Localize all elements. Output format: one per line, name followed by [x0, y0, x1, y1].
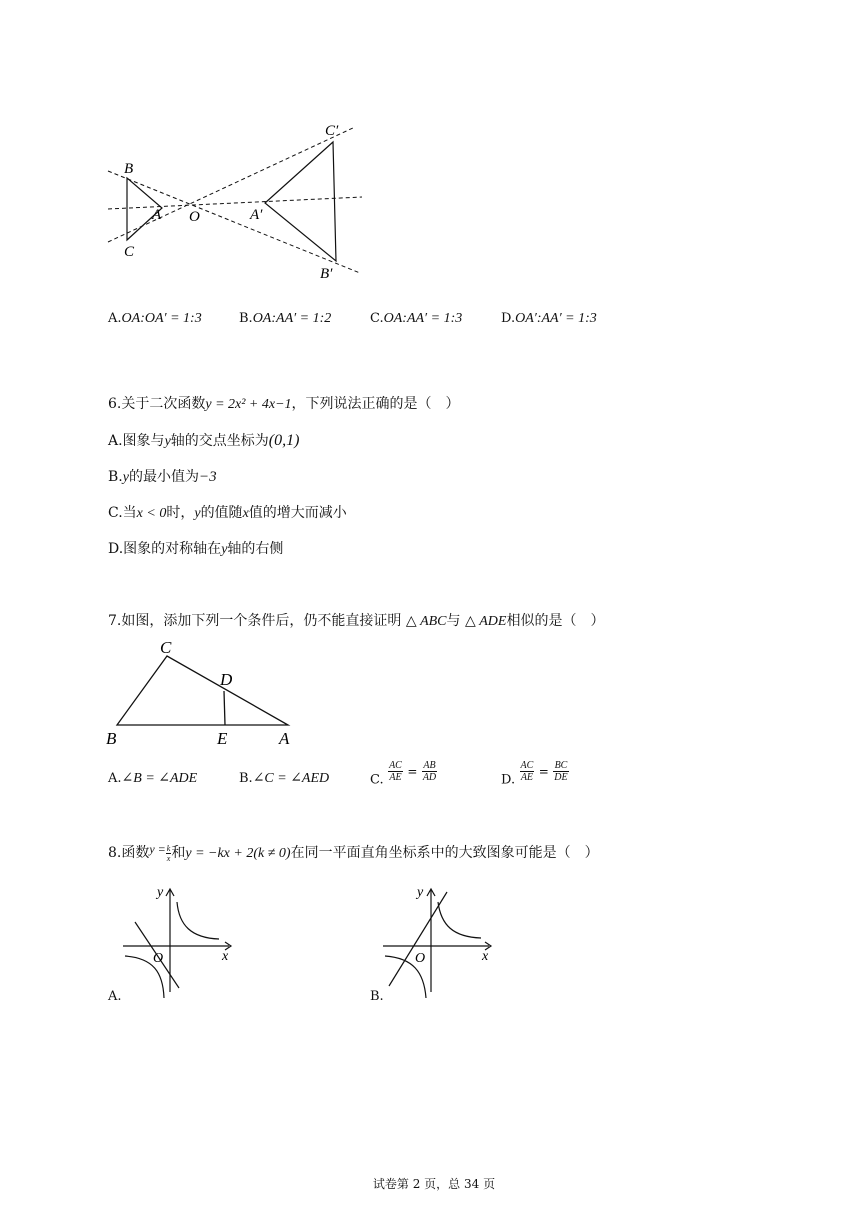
large-triangle	[265, 142, 336, 261]
q8-graph-a	[115, 880, 245, 1000]
q6-option-a[interactable]: A.图象与y轴的交点坐标为(0,1)	[108, 432, 300, 449]
q5-option-a[interactable]: A.OA:OA′ = 1:3	[108, 311, 202, 326]
q8-option-a[interactable]: A.	[108, 989, 122, 1004]
hyperbola-branch-1	[177, 902, 219, 939]
q8-graph-b	[375, 880, 505, 1000]
q5-option-b[interactable]: B.OA:AA′ = 1:2	[239, 311, 332, 326]
q7-option-b[interactable]: B.∠C = ∠AED	[239, 771, 330, 786]
q7-option-d[interactable]: D. $\frac{AC}{AE}$ = $\frac{BC}{DE}$	[501, 760, 568, 788]
label-B: B	[124, 161, 134, 177]
label-D: D	[220, 670, 233, 689]
origin-label: O	[415, 951, 426, 966]
label-E: E	[217, 729, 228, 748]
q8-option-b[interactable]: B.	[370, 989, 384, 1004]
y-axis-label: y	[157, 885, 164, 900]
label-C: C	[124, 244, 135, 260]
q7-figure	[100, 636, 310, 751]
fraction: $\frac{BC}{DE}$	[554, 760, 568, 783]
label-C-prime: C′	[325, 123, 339, 139]
dashed-line-aa	[108, 197, 362, 209]
x-axis-label: x	[222, 949, 229, 964]
q6-option-b[interactable]: B.y的最小值为−3	[108, 469, 217, 485]
q5-option-d[interactable]: D.OA′:AA′ = 1:3	[501, 311, 597, 326]
fraction: $\frac{AC}{AE}$	[389, 760, 402, 783]
fraction: $\frac{AC}{AE}$	[520, 760, 534, 783]
dashed-line-cc	[108, 127, 355, 242]
label-B-prime: B′	[320, 266, 333, 282]
q7-option-c[interactable]: C. $\frac{AC}{AE}$ = $\frac{AB}{AD}$	[370, 760, 437, 788]
q5-figure	[100, 115, 380, 290]
fraction: $\frac{k}{x}$	[166, 843, 171, 863]
label-B: B	[106, 729, 117, 748]
triangle-abc	[117, 656, 288, 725]
x-axis-label: x	[482, 949, 489, 964]
origin-label: O	[153, 951, 164, 966]
segment-de	[224, 691, 225, 725]
q6-stem: 6.关于二次函数y = 2x² + 4x−1，下列说法正确的是（ ）	[108, 396, 460, 412]
q8-stem: 8.函数y = $\frac{k}{x}$ 和y = −kx + 2(k ≠ 0)在同一平面直角坐标系中的大致图象可能是（ ）	[108, 842, 599, 863]
q6-option-c[interactable]: C.当x < 0时，y的值随x值的增大而减小	[108, 505, 347, 521]
page-footer: 试卷第 2 页，总 34 页	[372, 1177, 496, 1191]
label-A: A	[279, 729, 290, 748]
label-A: A	[152, 207, 162, 223]
label-O: O	[189, 209, 200, 225]
q7-option-a[interactable]: A.∠B = ∠ADE	[108, 771, 198, 786]
q5-option-c[interactable]: C.OA:AA′ = 1:3	[370, 311, 463, 326]
y-axis-label: y	[417, 885, 424, 900]
fraction: $\frac{AB}{AD}$	[422, 760, 437, 783]
q7-stem: 7.如图，添加下列一个条件后，仍不能直接证明 △ ABC与 △ ADE相似的是（ ）	[108, 613, 605, 629]
q6-option-d[interactable]: D.图象的对称轴在y轴的右侧	[108, 541, 284, 557]
label-A-prime: A′	[250, 207, 263, 223]
label-C: C	[160, 638, 172, 657]
hyperbola-branch-1	[438, 902, 481, 938]
